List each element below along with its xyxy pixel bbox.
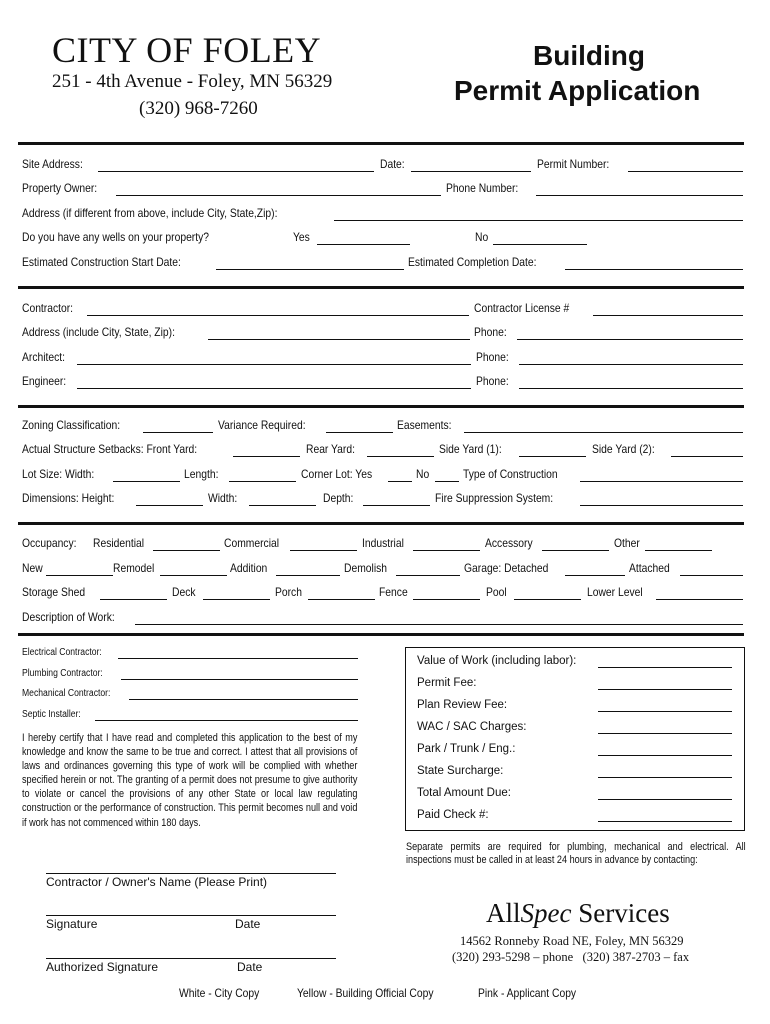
- side-yard1-field[interactable]: [519, 456, 586, 457]
- authorized-date-label: Date: [237, 960, 263, 974]
- accessory-label: Accessory: [485, 536, 533, 550]
- variance-field[interactable]: [326, 432, 393, 433]
- certification-statement: I hereby certify that I have read and completed this application to the best of my knowledge and know the same to be true and correct. I attest that all provisions of laws and ordinances governing this type of work will be complied with whether specified herein or not. The granting of a permit does not presume to give authority to violate or cancel the provisions of any other State or local law regulating construction or the performance of construction. This permit becomes null and void if work has not commenced within 180 days.: [22, 732, 358, 829]
- side-yard1-label: Side Yard (1):: [439, 442, 502, 456]
- occupancy-label: Occupancy:: [22, 536, 77, 550]
- plan-review-fee-field[interactable]: [598, 711, 732, 712]
- side-yard2-field[interactable]: [671, 456, 743, 457]
- plan-review-fee-label: Plan Review Fee:: [417, 699, 508, 711]
- description-field[interactable]: [135, 624, 743, 625]
- permit-number-label: Permit Number:: [537, 157, 610, 171]
- wac-sac-label: WAC / SAC Charges:: [417, 721, 527, 733]
- lot-length-field[interactable]: [229, 481, 296, 482]
- fire-suppression-label: Fire Suppression System:: [435, 491, 554, 505]
- completion-date-field[interactable]: [565, 269, 743, 270]
- date-label: Date:: [380, 157, 405, 171]
- completion-date-label: Estimated Completion Date:: [408, 255, 537, 269]
- deck-field[interactable]: [203, 599, 270, 600]
- start-date-label: Estimated Construction Start Date:: [22, 255, 181, 269]
- contractor-phone-field[interactable]: [517, 339, 743, 340]
- city-phone: (320) 968-7260: [139, 98, 258, 119]
- plumbing-contractor-label: Plumbing Contractor:: [22, 668, 103, 679]
- corner-lot-no-field[interactable]: [435, 481, 459, 482]
- divider: [18, 286, 744, 289]
- lot-width-label: Lot Size: Width:: [22, 467, 95, 481]
- divider: [18, 405, 744, 408]
- easements-label: Easements:: [397, 418, 452, 432]
- city-name: CITY OF FOLEY: [52, 30, 322, 70]
- site-address-field[interactable]: [98, 171, 374, 172]
- depth-field[interactable]: [363, 505, 430, 506]
- allspec-name-all: All: [486, 898, 521, 928]
- value-of-work-label: Value of Work (including labor):: [417, 655, 577, 667]
- wac-sac-field[interactable]: [598, 733, 732, 734]
- new-label: New: [22, 561, 43, 575]
- industrial-field[interactable]: [413, 550, 480, 551]
- description-label: Description of Work:: [22, 610, 115, 624]
- contractor-label: Contractor:: [22, 301, 74, 315]
- commercial-label: Commercial: [224, 536, 280, 550]
- form-title-line2: Permit Application: [454, 75, 701, 106]
- signature-field[interactable]: [46, 915, 336, 916]
- fees-box: [405, 647, 745, 831]
- height-field[interactable]: [136, 505, 203, 506]
- easements-field[interactable]: [464, 432, 743, 433]
- wells-no-label: No: [475, 230, 489, 244]
- divider: [18, 633, 744, 636]
- total-due-label: Total Amount Due:: [417, 787, 511, 799]
- attached-label: Attached: [629, 561, 670, 575]
- garage-detached-field[interactable]: [565, 575, 625, 576]
- architect-phone-label: Phone:: [476, 350, 509, 364]
- accessory-field[interactable]: [542, 550, 609, 551]
- engineer-phone-field[interactable]: [519, 388, 743, 389]
- contractor-license-field[interactable]: [593, 315, 743, 316]
- electrical-contractor-field[interactable]: [118, 658, 358, 659]
- yellow-copy-label: Yellow - Building Official Copy: [297, 986, 434, 1000]
- state-surcharge-field[interactable]: [598, 777, 732, 778]
- permit-fee-field[interactable]: [598, 689, 732, 690]
- phone-number-label: Phone Number:: [446, 181, 519, 195]
- pool-label: Pool: [486, 585, 507, 599]
- phone-number-field[interactable]: [536, 195, 743, 196]
- form-title-line1: Building: [533, 40, 645, 71]
- electrical-contractor-label: Electrical Contractor:: [22, 647, 102, 658]
- construction-type-label: Type of Construction: [463, 467, 558, 481]
- residential-label: Residential: [93, 536, 145, 550]
- new-field[interactable]: [46, 575, 113, 576]
- garage-detached-label: Garage: Detached: [464, 561, 549, 575]
- corner-lot-no-label: No: [416, 467, 430, 481]
- state-surcharge-label: State Surcharge:: [417, 765, 504, 777]
- divider: [18, 522, 744, 525]
- city-address: 251 - 4th Avenue - Foley, MN 56329: [52, 71, 333, 92]
- wells-yes-label: Yes: [293, 230, 310, 244]
- architect-field[interactable]: [77, 364, 471, 365]
- mechanical-contractor-field[interactable]: [129, 699, 358, 700]
- allspec-logo-text: [486, 898, 670, 929]
- deck-label: Deck: [172, 585, 196, 599]
- engineer-field[interactable]: [77, 388, 471, 389]
- property-owner-field[interactable]: [116, 195, 441, 196]
- site-address-label: Site Address:: [22, 157, 83, 171]
- engineer-phone-label: Phone:: [476, 374, 509, 388]
- septic-installer-label: Septic Installer:: [22, 709, 81, 720]
- fence-label: Fence: [379, 585, 408, 599]
- height-label: Dimensions: Height:: [22, 491, 115, 505]
- wells-no-field[interactable]: [493, 244, 587, 245]
- addition-field[interactable]: [276, 575, 340, 576]
- paid-check-label: Paid Check #:: [417, 809, 489, 821]
- pink-copy-label: Pink - Applicant Copy: [478, 986, 577, 1000]
- fence-field[interactable]: [413, 599, 480, 600]
- wells-question: Do you have any wells on your property?: [22, 230, 210, 244]
- contractor-address-label: Address (include City, State, Zip):: [22, 325, 175, 339]
- park-trunk-field[interactable]: [598, 755, 732, 756]
- rear-yard-label: Rear Yard:: [306, 442, 355, 456]
- septic-installer-field[interactable]: [95, 720, 358, 721]
- contractor-field[interactable]: [87, 315, 469, 316]
- allspec-phones: (320) 293-5298 – phone (320) 387-2703 – fax: [452, 950, 690, 964]
- zoning-label: Zoning Classification:: [22, 418, 121, 432]
- other-field[interactable]: [645, 550, 712, 551]
- architect-label: Architect:: [22, 350, 66, 364]
- lot-width-field[interactable]: [113, 481, 180, 482]
- authorized-signature-field[interactable]: [46, 958, 336, 959]
- attached-field[interactable]: [680, 575, 743, 576]
- divider: [18, 142, 744, 145]
- demolish-field[interactable]: [396, 575, 460, 576]
- storage-shed-label: Storage Shed: [22, 585, 86, 599]
- alt-address-field[interactable]: [334, 220, 743, 221]
- start-date-field[interactable]: [216, 269, 404, 270]
- setbacks-label: Actual Structure Setbacks: Front Yard:: [22, 442, 198, 456]
- value-of-work-field[interactable]: [598, 667, 732, 668]
- paid-check-field[interactable]: [598, 821, 732, 822]
- contractor-address-field[interactable]: [208, 339, 470, 340]
- allspec-name-services: Services: [571, 898, 670, 928]
- commercial-field[interactable]: [290, 550, 357, 551]
- depth-label: Depth:: [323, 491, 354, 505]
- permit-number-field[interactable]: [628, 171, 743, 172]
- porch-field[interactable]: [308, 599, 375, 600]
- engineer-label: Engineer:: [22, 374, 67, 388]
- addition-label: Addition: [230, 561, 268, 575]
- industrial-label: Industrial: [362, 536, 404, 550]
- inspection-notice: Separate permits are required for plumbing, mechanical and electrical. All inspections must be called in at least 24 hours in advance by contacting:: [406, 841, 746, 866]
- property-owner-label: Property Owner:: [22, 181, 98, 195]
- width-field[interactable]: [249, 505, 316, 506]
- zoning-field[interactable]: [143, 432, 213, 433]
- remodel-field[interactable]: [160, 575, 227, 576]
- signature-label: Signature: [46, 917, 98, 931]
- wells-yes-field[interactable]: [317, 244, 410, 245]
- front-yard-field[interactable]: [233, 456, 300, 457]
- lower-level-field[interactable]: [656, 599, 743, 600]
- architect-phone-field[interactable]: [519, 364, 743, 365]
- variance-label: Variance Required:: [218, 418, 306, 432]
- contractor-license-label: Contractor License #: [474, 301, 570, 315]
- remodel-label: Remodel: [113, 561, 155, 575]
- name-print-label: Contractor / Owner's Name (Please Print): [46, 875, 268, 889]
- storage-shed-field[interactable]: [100, 599, 167, 600]
- corner-lot-yes-field[interactable]: [388, 481, 412, 482]
- width-label: Width:: [208, 491, 238, 505]
- permit-fee-label: Permit Fee:: [417, 677, 477, 689]
- fire-suppression-field[interactable]: [580, 505, 743, 506]
- contractor-phone-label: Phone:: [474, 325, 507, 339]
- name-print-field[interactable]: [46, 873, 336, 874]
- rear-yard-field[interactable]: [367, 456, 434, 457]
- alt-address-label: Address (if different from above, include City, State,Zip):: [22, 206, 278, 220]
- allspec-address: 14562 Ronneby Road NE, Foley, MN 56329: [460, 934, 684, 948]
- residential-field[interactable]: [153, 550, 220, 551]
- white-copy-label: White - City Copy: [179, 986, 260, 1000]
- construction-type-field[interactable]: [580, 481, 743, 482]
- total-due-field[interactable]: [598, 799, 732, 800]
- corner-lot-yes-label: Corner Lot: Yes: [301, 467, 373, 481]
- signature-date-label: Date: [235, 917, 261, 931]
- demolish-label: Demolish: [344, 561, 388, 575]
- side-yard2-label: Side Yard (2):: [592, 442, 655, 456]
- lower-level-label: Lower Level: [587, 585, 643, 599]
- allspec-name-spec: Spec: [520, 898, 572, 928]
- lot-length-label: Length:: [184, 467, 219, 481]
- park-trunk-label: Park / Trunk / Eng.:: [417, 743, 516, 755]
- date-field[interactable]: [411, 171, 531, 172]
- mechanical-contractor-label: Mechanical Contractor:: [22, 688, 111, 699]
- authorized-signature-label: Authorized Signature: [46, 960, 159, 974]
- pool-field[interactable]: [514, 599, 581, 600]
- porch-label: Porch: [275, 585, 302, 599]
- other-label: Other: [614, 536, 640, 550]
- plumbing-contractor-field[interactable]: [121, 679, 358, 680]
